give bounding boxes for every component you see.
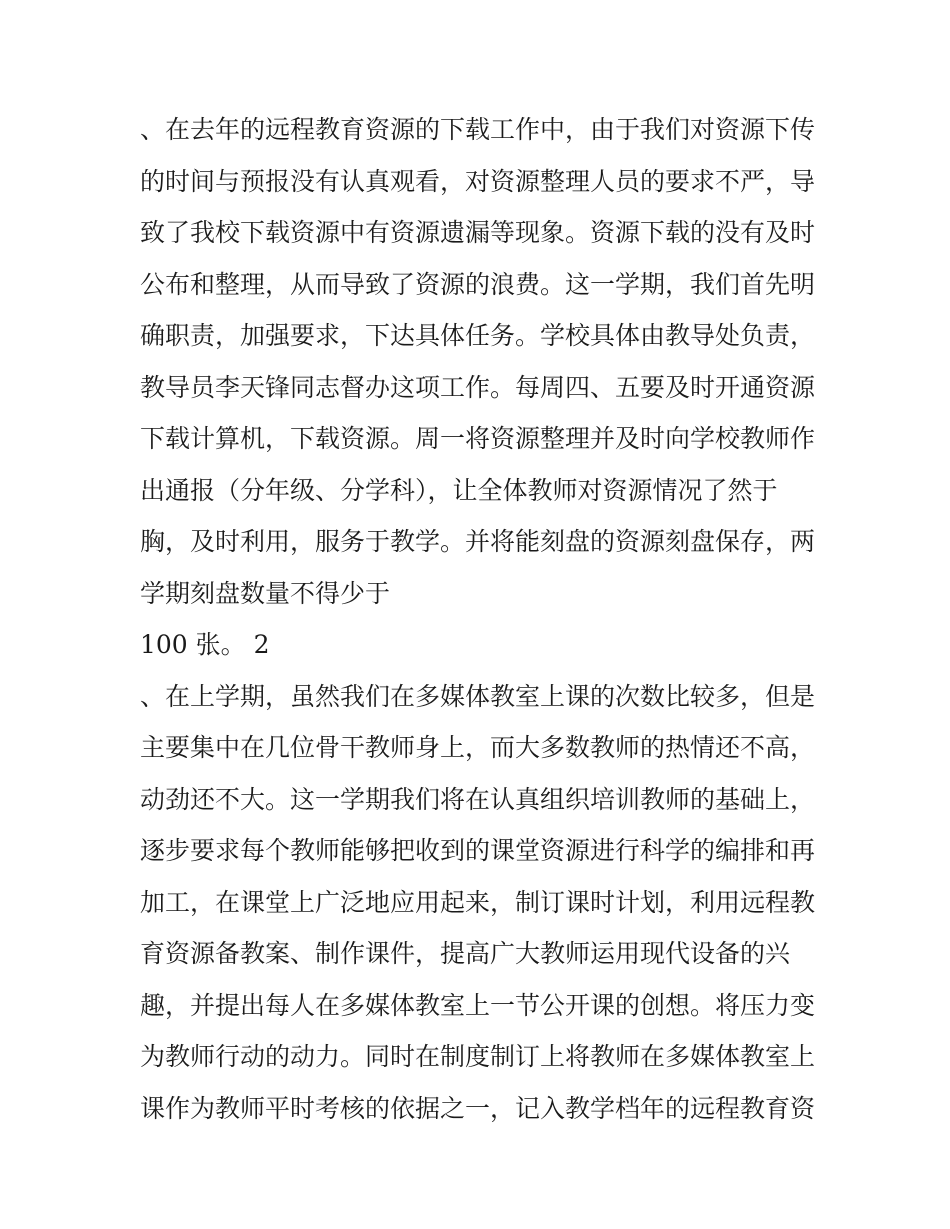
text-line: 确职责，加强要求，下达具体任务。学校具体由教导处负责， [140,321,816,350]
text-line: 胸，及时利用，服务于教学。并将能刻盘的资源刻盘保存，两 [140,527,816,556]
text-line: 100 张。 2 [140,630,270,659]
text-line: 下载计算机，下载资源。周一将资源整理并及时向学校教师作 [140,424,816,453]
text-line: 为教师行动的动力。同时在制度制订上将教师在多媒体教室上 [140,1042,816,1071]
text-line: 、在上学期，虽然我们在多媒体教室上课的次数比较多，但是 [140,681,816,711]
text-line: 、在去年的远程教育资源的下载工作中，由于我们对资源下传 [140,115,816,144]
text-line: 出通报（分年级、分学科），让全体教师对资源情况了然于 [140,475,778,505]
text-line: 公布和整理，从而导致了资源的浪费。这一学期，我们首先明 [140,269,816,299]
text-line: 学期刻盘数量不得少于 [140,578,391,608]
text-line: 趣，并提出每人在多媒体教室上一节公开课的创想。将压力变 [140,990,816,1020]
text-line: 动劲还不大。这一学期我们将在认真组织培训教师的基础上， [140,784,816,814]
text-line: 的时间与预报没有认真观看，对资源整理人员的要求不严，导 [140,166,816,196]
body-text [140,104,820,1134]
text-line: 逐步要求每个教师能够把收到的课堂资源进行科学的编排和再 [140,836,816,865]
text-line: 致了我校下载资源中有资源遗漏等现象。资源下载的没有及时 [140,218,816,247]
text-line: 主要集中在几位骨干教师身上，而大多数教师的热情还不高， [140,733,816,762]
text-line: 育资源备教案、制作课件，提高广大教师运用现代设备的兴 [140,939,791,968]
text-line: 加工，在课堂上广泛地应用起来，制订课时计划，利用远程教 [140,887,816,917]
text-line: 教导员李天锋同志督办这项工作。每周四、五要及时开通资源 [140,372,816,402]
text-line: 课作为教师平时考核的依据之一，记入教学档年的远程教育资 [140,1093,816,1123]
